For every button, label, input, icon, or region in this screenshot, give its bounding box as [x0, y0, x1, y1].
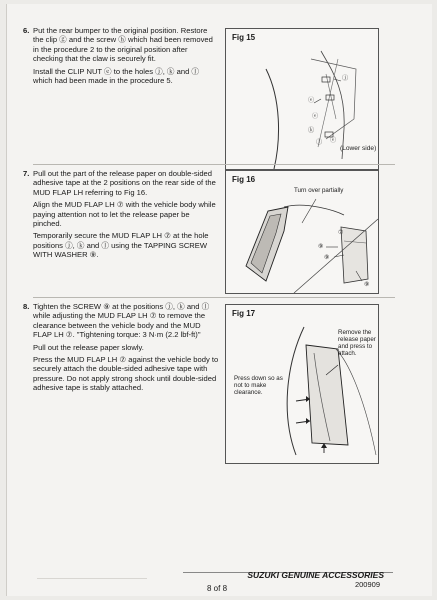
step-paragraph: Pull out the part of the release paper on double-sided adhesive tape at the 2 positions on the rear side of the MUD FLAP LH referring to Fig 16. — [33, 169, 216, 197]
step-number: 7. — [23, 169, 30, 178]
label-l: ⓛ — [316, 139, 323, 146]
label-9: ⑨ — [318, 243, 324, 250]
step-paragraph: Put the rear bumper to the original position. Restore the clip ⓖ and the screw ⓗ which had been removed in the procedure 2 to the original position after checking that the claw is securely fit. — [33, 26, 213, 64]
label-e: ⓔ — [312, 113, 319, 120]
step-paragraph: Temporarily secure the MUD FLAP LH ⑦ at the hole positions ⓙ, ⓚ and ⓛ using the TAPPING SCREW WITH WASHER ⑨. — [33, 231, 209, 260]
page-number: 8 of 8 — [207, 584, 228, 593]
press-down-note: Press down so as not to make clearance. — [234, 375, 283, 396]
label-j: ⓙ — [342, 75, 349, 82]
figure-15 — [225, 28, 379, 170]
fig16-illustration — [226, 171, 378, 293]
label-e: ⓔ — [330, 137, 337, 144]
brand-name: SUZUKI GENUINE ACCESSORIES — [247, 570, 384, 580]
figure-title: Fig 16 — [232, 175, 256, 184]
step-paragraph: Align the MUD FLAP LH ⑦ with the vehicle body while paying attention not to let the release paper be pinched. — [33, 200, 216, 229]
label-k: ⓚ — [308, 127, 315, 134]
figure-16 — [225, 170, 379, 294]
lower-side-label: (Lower side) — [340, 145, 377, 152]
step-paragraph: Pull out the release paper slowly. — [33, 342, 144, 352]
step-8 — [23, 302, 219, 396]
step-paragraph: Install the CLIP NUT ⓔ to the holes ⓙ, ⓚ and ⓛ which had been made in the procedure 5. — [33, 66, 200, 86]
step-paragraph: Tighten the SCREW ⑨ at the positions ⓙ, ⓚ and ⓛ while adjusting the MUD FLAP LH ⑦ to remove the clearance between the vehicle body and the MUD FLAP LH ⑦. "Tightening torque: 3 N·m (2.2 lbf-ft)" — [33, 302, 210, 340]
step-6 — [23, 26, 219, 88]
label-9: ⑨ — [364, 281, 370, 288]
manual-page — [6, 4, 432, 596]
figure-17 — [225, 304, 379, 464]
faint-bleed-line — [37, 578, 147, 579]
step-number: 6. — [23, 26, 30, 35]
label-9: ⑨ — [324, 254, 330, 261]
step-7 — [23, 169, 219, 263]
revision-date: 200909 — [354, 580, 380, 589]
turn-over-note: Turn over partially — [294, 187, 344, 194]
label-7: ⑦ — [338, 229, 344, 236]
remove-paper-note: Remove the release paper and press to attach. — [338, 329, 376, 357]
figure-title: Fig 17 — [232, 309, 256, 318]
step-paragraph: Press the MUD FLAP LH ⑦ against the vehicle body to securely attach the double-sided adhesive tape with pressure. Do not apply strong shock until double-sided adhesive tape is stably attached. — [33, 355, 219, 393]
section-divider — [33, 164, 395, 165]
section-divider — [33, 297, 395, 298]
label-e: ⓔ — [308, 97, 315, 104]
step-number: 8. — [23, 302, 30, 311]
figure-title: Fig 15 — [232, 33, 256, 42]
